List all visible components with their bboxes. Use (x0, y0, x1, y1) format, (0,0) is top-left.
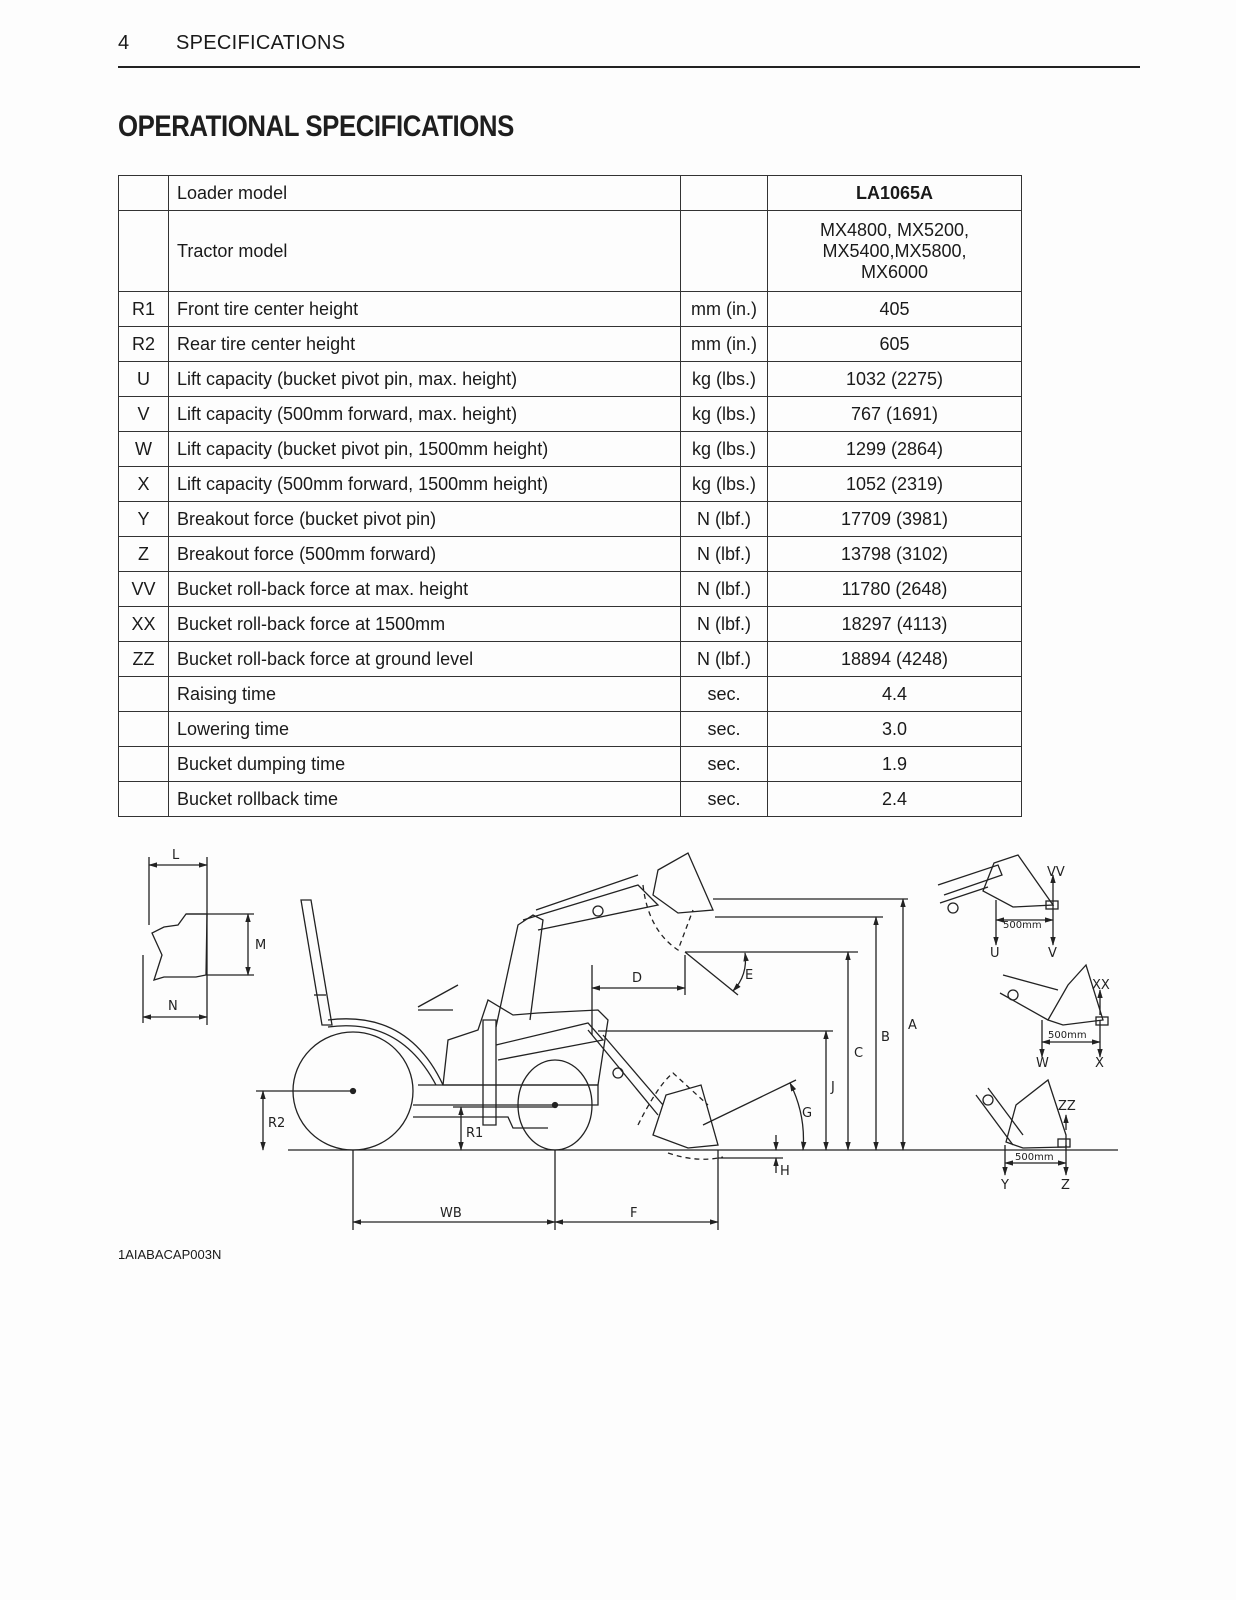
label-W: W (1036, 1056, 1049, 1071)
label-N: N (168, 999, 178, 1014)
cell-item: Tractor model (169, 211, 681, 292)
label-U: U (990, 946, 1000, 961)
table-row: ZZ Bucket roll-back force at ground level N (lbf.) 18894 (4248) (119, 642, 1022, 677)
label-C: C (854, 1046, 864, 1061)
table-row-tractor-model (119, 211, 1022, 292)
label-X: X (1095, 1056, 1104, 1071)
table-row: VV Bucket roll-back force at max. height N (lbf.) 11780 (2648) (119, 572, 1022, 607)
table-row: Y Breakout force (bucket pivot pin) N (lbf.) 17709 (3981) (119, 502, 1022, 537)
label-G: G (802, 1106, 813, 1121)
figure-id: 1AIABACAP003N (118, 1247, 222, 1262)
label-500mm-2: 500mm (1048, 1030, 1087, 1041)
label-ZZ: ZZ (1058, 1099, 1076, 1114)
detail-max-height (938, 855, 1058, 945)
label-D: D (632, 971, 643, 986)
label-XX: XX (1092, 978, 1110, 993)
page-title: OPERATIONAL SPECIFICATIONS (118, 110, 514, 143)
table-row: Z Breakout force (500mm forward) N (lbf.) 13798 (3102) (119, 537, 1022, 572)
table-row: Lowering time sec. 3.0 (119, 712, 1022, 747)
table-row: Raising time sec. 4.4 (119, 677, 1022, 712)
cell-value: LA1065A (768, 176, 1022, 211)
label-R1: R1 (466, 1126, 484, 1141)
label-H: H (780, 1164, 790, 1179)
page-header (118, 32, 1140, 68)
table-row: W Lift capacity (bucket pivot pin, 1500mm height) kg (lbs.) 1299 (2864) (119, 432, 1022, 467)
label-500mm-3: 500mm (1015, 1152, 1054, 1163)
label-R2: R2 (268, 1116, 286, 1131)
table-row: R2 Rear tire center height mm (in.) 605 (119, 327, 1022, 362)
table-row: V Lift capacity (500mm forward, max. height) kg (lbs.) 767 (1691) (119, 397, 1022, 432)
label-A: A (908, 1018, 917, 1033)
label-F: F (630, 1206, 638, 1221)
label-500mm-1: 500mm (1003, 920, 1042, 931)
loader-arm-raised (496, 853, 713, 1027)
cell-item: Loader model (169, 176, 681, 211)
label-M: M (255, 938, 267, 953)
table-row: U Lift capacity (bucket pivot pin, max. height) kg (lbs.) 1032 (2275) (119, 362, 1022, 397)
label-WB: WB (440, 1206, 462, 1221)
section-title: SPECIFICATIONS (176, 32, 346, 54)
label-B: B (881, 1030, 890, 1045)
table-row: X Lift capacity (500mm forward, 1500mm height) kg (lbs.) 1052 (2319) (119, 467, 1022, 502)
table-row-loader-model (119, 176, 1022, 211)
table-row: Bucket rollback time sec. 2.4 (119, 782, 1022, 817)
label-E: E (745, 968, 754, 983)
loader-dimension-diagram (118, 845, 1140, 1265)
label-V: V (1048, 946, 1057, 961)
label-J: J (831, 1080, 835, 1095)
table-row: R1 Front tire center height mm (in.) 405 (119, 292, 1022, 327)
cell-value: MX4800, MX5200, MX5400,MX5800, MX6000 (768, 211, 1022, 292)
label-Y: Y (1001, 1178, 1009, 1193)
bucket-detail-figure (143, 857, 254, 1025)
table-row: Bucket dumping time sec. 1.9 (119, 747, 1022, 782)
tractor-figure (293, 900, 608, 1150)
label-L: L (172, 848, 180, 863)
table-row: XX Bucket roll-back force at 1500mm N (lbf.) 18297 (4113) (119, 607, 1022, 642)
spec-table (118, 175, 1022, 817)
page-number: 4 (118, 32, 130, 54)
label-VV: VV (1047, 865, 1065, 880)
label-Z: Z (1061, 1178, 1070, 1193)
